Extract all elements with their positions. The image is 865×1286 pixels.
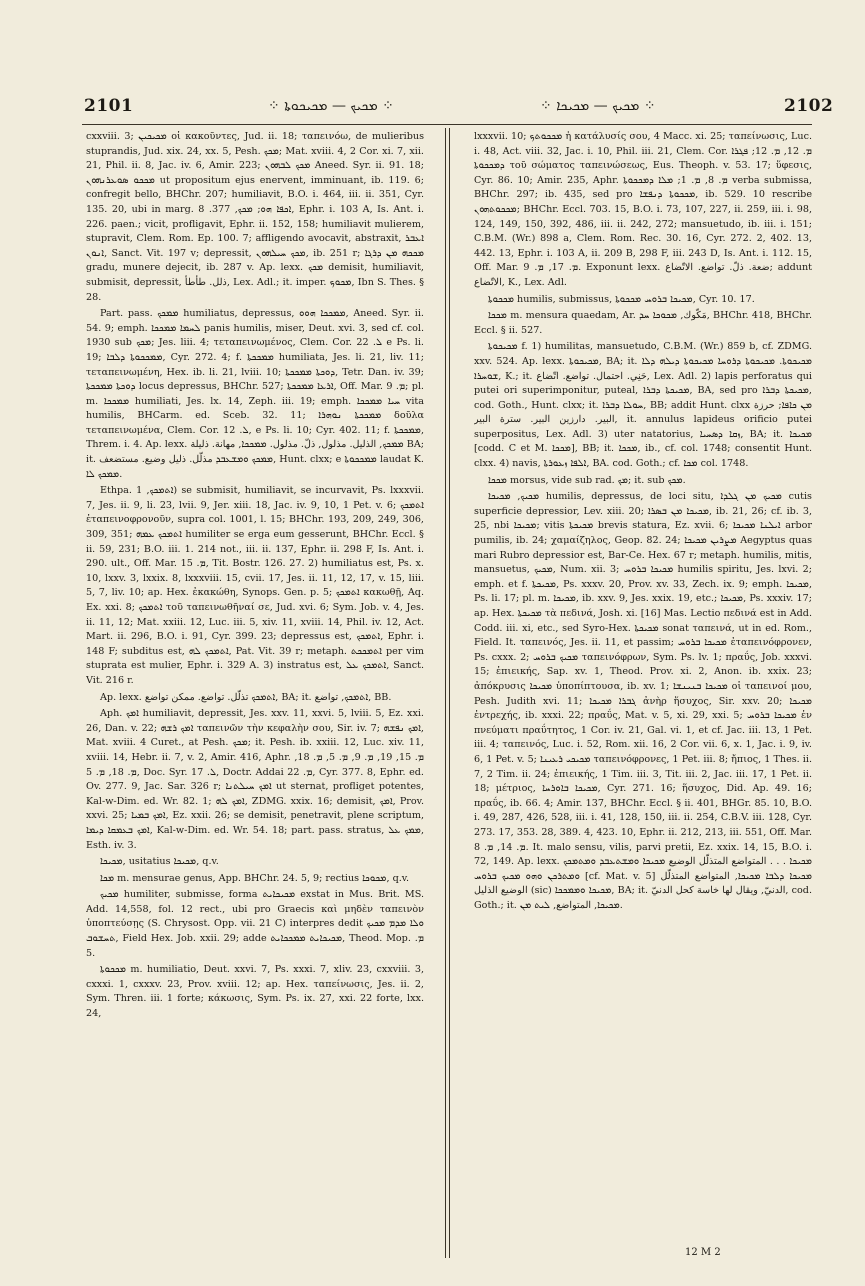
entry-paragraph: Ap. lexx. ܐܬܡܟܟ تذلّل. تواضع. ممكن تواضع, BA; it. ܐܬܡܟܟ, تواضع, BB. (100, 691, 392, 703)
entry-paragraph: ܡܟܝܟ, ܡܟܝܟܐ humilis, depressus, de loci situ, ܡܟܝܟ ܡܢ ܓܠܕܐ cutis superficie depressior, Lev. xiii. 20; ܡܟܝܟܐ ܡܢ ܒܣܪܐ, ib. 21, 26; cf. ib. 3, 25, nbi ܡܟܝܟܐ; vitis ܡܟܝܟܬܐ brevis statura, Ez. xvii. 6; ܐܝܠܢܐ ܡܟܝܟܐ arbor pumilis, ib. 24; χαμαίζηλος, Geop. 82. 24; ܡܨܪܝܢ ܡܟܝܟܐ Aegyptus quas mari Rubro depressior est, Bar-Ce. Hex. 67 r; metaph. humilis, mitis, mansuetus, ܡܟܝܟ, Num. xii. 3; ܡܟܝܟܐ ܒܪܘܚ humilis spiritu, Jes. lxvi. 2; emph. et f. ܡܟܝܟܬܐ, Ps. xxxv. 20, Prov. xv. 33, Zech. ix. 9; emph. ܡܟܝܟܐ, Ps. li. 17; pl. m. ܡܟܝܟܐ, ib. xxv. 9, Jes. xxix. 19, etc.; ܡܟܝܟܐ, Ps. xxxiv. 17; ap. Hex. ܡܟܝܟܬܐ τὰ πεδινά, Josh. xi. [16] Mas. Lectio πεδινά est in Add. Codd. iii. xi, etc., sed Syro-Hex. ܡܟܝܟܬܐ sonat ταπεινά, ut in ed. Rom., Field. It. ταπεινός, Jes. ii. 11, et passim; ܡܟܝܟܐ ܒܪܘܚ ἐταπεινόφρονεν, Ps. cxxx. 2; ܡܟܝܟ ܒܪܘܚ ταπεινόφρων, Sym. Ps. lv. 1; πραΰς, Job. xxxvi. 15; ἐπιεικής, Sap. xv. 1, Theod. Prov. xi. 2, Anon. ib. xxix. 23; ἀπόκρυσις ܡܟܝܟܐ ὑποπίπτουσα, ib. xv. 1; ܡܟܝܟܐ ܒܢܝܢܫܐ οἱ ταπεινοί μου, Pesh. Judith xvi. 11; ܓܒܪܐ ܡܟܝܟܐ ἀνὴρ ἥσυχος, Sir. xxv. 20; ܡܟܝܟܐ ἐντρεχής, ib. xxxi. 22; πραΰς, Mat. v. 5, xi. 29, xxi. 5; ܡܟܝܟܐ ܒܪܘܚ ἐν πνεύματι πραΰτητος, 1 Cor. iv. 21, Gal. vi. 1, et cf. Jac. iii. 13, 1 Pet. iii. 4; ταπεινός, Luc. i. 52, Rom. xii. 16, 2 Cor. vii. 6, x. 1, Jac. i. 9, iv. 6, 1 Pet. v. 5; ܡܟܝܟܝ ܪܥܝܢܐ ταπεινόφρονες, 1 Pet. iii. 8; ἤπιος, 1 Thes. ii. 7, 2 Tim. ii. 24; ἐπιεικής, 1 Tim. iii. 3, Tit. iii. 2, Jac. iii. 17, 1 Pet. ii. 18; μέτριος, ܡܟܝܟܐ ܒܐܘܪܚܐ, Cyr. 271. 16; ἥσυχος, Did. Ap. 49. 16; πραΰς, ib. 66. 4; Amir. 137, BHChr. Eccl. § ii. 401, BHGr. 85. 10, B.O. i. 49, 287, 426, 528, iii. i. 41, 128, 150, iii. ii. 254, C.B.V. iii. 128, Cyr. 273. 17, 353. 28, 389. 4, 423. 10, Ephr. ii. 212, 213, iii. 551, Off. Mar. ܡ. 14, ܡ. 8. It. malo sensu, vilis, parvi pretii, Ez. xxix. 14, 15, B.O. i. 72, 149. Ap. lexx. ܡܟܝܟܐ . . . المتواضع المتذلّل الوضيع ܡܟܝܟܐ ܘܡܫܬܥܒܕ ܘܡܬܡܟܟ ܘܡܬܪܟܢ ܘܗܘ ܡܟܝܟ ܒܪܘܚ [cf. Mat. v. 5] ܡܟܝܟܐ ܕܠܒܐ ܡܟܝܟܐ, المتواضع المتذلّل الوضيع الذليل (sic) ܡܟܝܟܐ ܘܡܡܟܟܐ, BA; it. الدنيّ, ويقال لها خاسة كحل الدنيّ, cod. Goth.; it. ܡܟܝܟܐ, المتواضع, ܠܝܬ ܡܢ. (474, 491, 812, 911)
running-head-right: ⁘ ܡܟܝܟ — ܡܟܝܟܐ ⁘ (540, 98, 656, 114)
entry-paragraph: ܡܟܝܟ humiliter, submisse, forma ܡܟܝܟܐܝܬ exstat in Mus. Brit. MS. Add. 14,558, fol. 12 rect., ubi pro Graecis καὶ μηδὲν ταπεινὸν ὑποπτεύσῃς (S. Chrysost. Opp. vii. 21 C) interpres dedit ܘܠܐ ܡܕܡ ܡܟܝܟ ܬܚܫܘܒ, Field Hex. Job. xxii. 29; adde ܡܟܝܟܐܝܬ ܡܡܟܟܐܝܬ, Theod. Mop. ܡ. 5. (86, 889, 424, 959)
header-rule (82, 124, 812, 125)
entry-paragraph: ܡܟܟܐ morsus, vide sub rad. ܡܟ; it. sub ܡܟܟ. (488, 474, 686, 486)
entry-paragraph: ܡܟܝܟܘܬܐ f. 1) humilitas, mansuetudo, C.B.M. (Wr.) 859 b, cf. ZDMG. xxv. 524. Ap. lexx. ܡܟܝܟܘܬܐ, BA; it. ܡܟܝܟܘܬܐ. ܡܟܝܟܘܬܐ ܕܪܘܚܐ ܡܟܝܟܘܬܐ ܕܝܠܗ ܕܠܐ ܫܘܚܪܐ, K.; it. حَنِي. احتمال. تواضع. اتّضاع, Lex. Adl. 2) lapis perforatus qui putei ori superimponitur, puteal, ܡܟܝܟܬܐ ܕܒܪܐ, BA, sed pro ܡܟܝܟܬܐ ܕܒܪܐ, cod. Goth., Hunt. clxx; it. ܚܘܠܐ ܕܒܪܐ, BB; addit Hunt. clxx ܡܢ ܟܐܦܐ; حرزة البير. دارزين البير. سترة البير, it. annulus lapideus orificio putei superpositus, Lex. Adl. 3) uter natatorius, ܙܩܐ ܕܣܚܝܐ, BA; it. ܡܟܝܟܐ [codd. C et M. ܡܟܟܐ], BB; it. ܡܟܟܐ, ib., cf. col. 1748; consentit Hunt. clxx. 4) navis, ܐܠܦܐ ܙܥܘܪܬܐ, BA. cod. Goth.; cf. ܡܟܐ col. 1748. (474, 341, 812, 470)
left-column (86, 130, 424, 1230)
column-divider-double (449, 128, 450, 1258)
page-header (0, 96, 865, 118)
right-column (474, 130, 812, 1230)
entry-paragraph: ܡܟܝܟܐ, usitatius ܡܟܝܟܐ, q.v. (100, 856, 219, 868)
page-number-left: 2101 (84, 96, 134, 116)
column-divider (445, 128, 446, 1258)
entry-paragraph: ܡܟܟܘܬܐ m. humiliatio, Deut. xxvi. 7, Ps. xxxi. 7, xliv. 23, cxxviii. 3, cxxxi. 1, cxxxv. 23, Prov. xviii. 12; ap. Hex. ταπείνωσις, Jes. ii. 2, Sym. Thren. iii. 1 forte; κάκωσις, Sym. Ps. ix. 27, xxi. 22 forte, lxx. 24, (86, 964, 424, 1020)
signature-mark: 12 M 2 (685, 1247, 721, 1258)
running-head-left: ⁘ ܡܟܝܟ — ܡܟܝܟܘܬܐ ⁘ (268, 98, 394, 114)
entry-paragraph: ܡܟܟܐ m. mensura quaedam, Ar. مَكّوك, ܡܟܘܟܐ ܚܕ, BHChr. 418, BHChr. Eccl. § ii. 527. (474, 310, 812, 336)
entry-paragraph: lxxxvii. 10; ܡܟܟܘܬܟ ἡ κατάλυσίς σου, 4 Macc. xi. 25; ταπείνωσις, Luc. i. 48, Act. viii. 32, Jac. i. 10, Phil. iii. 21, Clem. Cor. ܡ. 12, ܡ. 12; ܦܓܪܐ ܕܡܟܟܘܬܐ τοῦ σώματος ταπεινώσεως, Eus. Theoph. v. 53. 17; ὕφεσις, Cyr. 86. 10; Amir. 235, Aphr. ܡ. 8, ܡ. 1; ܡܠܐ ܕܡܟܟܘܬܐ verba submissa, BHChr. 297; ib. 435, sed pro ܡܟܟܘܬܐ ܕܢܦܫܐ, ib. 529. 10 rescribe ܡܟܟܘܬܗܘܢ; BHChr. Eccl. 703. 15, B.O. i. 73, 107, 227, ii. 259, iii. i. 98, 124, 149, 150, 392, 486, iii. ii. 242, 272; mansuetudo, ib. iii. i. 151; C.B.M. (Wr.) 898 a, Clem. Rom. Rec. 30. 16, Cyr. 272. 2, 402. 13, 442. 13, Ephr. i. 103 A, ii. 209 B, 298 F, iii. 243 D, Is. Ant. i. 112. 15, Off. Mar. ܡ. 17, ܡ. 9. Exponunt lexx. ضعة. ذلّ. تواضع. الاتّضاع; addunt الاتّضاع, K., Lex. Adl. (474, 131, 812, 288)
entry-paragraph: ܡܟܐ m. mensurae genus, App. BHChr. 24. 5, 9; rectius ܡܟܘܟܐ, q.v. (100, 872, 410, 884)
entry-paragraph: Aph. ܐܡܟ humiliavit, depressit, Jes. xxv. 11, xxvi. 5, lviii. 5, Ez. xxi. 26, Dan. v. 22; ܐܡܟ ܪܫܗ ταπεινῶν τὴν κεφαλὴν σου, Sir. iv. 7; ܐܡܟ ܢܦܫܗ, Mat. xviii. 4 Curet., at Pesh. ܡܟܟ; it. Pesh. ib. xxiii. 12, Luc. xiv. 11, xviii. 14, Hebr. ii. 7, v. 2, Amir. 416, Aphr. ܡ. 15, 19, ܡ. 9, ܡ. 5, ܡ. 18, ܡ. 18, ܡ. 5, Doc. Syr. ܠ. 17, Doctr. Addai ܡ. 22, Cyr. 377. 8, Ephr. ed. Ov. 277. 9, Jac. Sar. 326 r; ܐܡܟ ܚܝܠܬܢܐ ut sternat, profliget potentes, Kal-w-Dim. ed. Wr. 82. 1; ܐܡܟ ܠܗ, ZDMG. xxix. 16; demisit, ܐܡܟ, Prov. xxvi. 25; ܐܡܟ ܒܡܝܐ, Ez. xxii. 26; se demisit, penetravit, plene scriptum, ܐܡܟ ܒܥܡܩܐ ܕܝܡܐ, Kal-w-Dim. ed. Wr. 54. 18; part. pass. stratus, ܡܡܟ ܥܠ, Esth. iv. 3. (86, 708, 424, 851)
entry-paragraph: ܡܟܟܘܬܐ humilis, submissus, ܡܟܝܟܐ ܒܪܘܚ ܡܟܟܘܬܐ, Cyr. 10. 17. (488, 293, 755, 305)
entry-paragraph: cxxviii. 3; ܡܟܝܟܝܢ οἱ κακοῦντες, Jud. ii. 18; ταπεινόω, de mulieribus stuprandis, Jud. xix. 24, xx. 5, Pesh. ܡܟܟ; Mat. xviii. 4, 2 Cor. xi. 7, xii. 21, Phil. ii. 8, Jac. iv. 6, Amir. 223; ܡܟܟ ܠܒܗܘܢ Aneed. Syr. ii. 91. 18; ܡܟܟܘ ܣܘܥܪܢܗܘܢ ut propositum ejus enervent, imminuant, ib. 119. 6; confregit bello, BHChr. 207; humiliavit, B.O. i. 464, iii. ii. 351, Cyr. 135. 20, ubi in marg. ܐܟܦܐ ܗܘ; ܡܟܟ, 377. 8, Ephr. i. 103 A, Is. Ant. i. 226. paen.; vicit, profligavit, Ephr. ii. 152, 158; humiliavit mulierem, stupravit, Clem. Rom. Ep. 100. 7; affligendo avocavit, abstraxit, ܐܥܒܪ ܐܢܘܢ, Sanct. Vit. 197 v; depressit, ܡܟܟ ܚܝܠܗܘܢ, ib. 251 r; ܡܟܟܗ ܡܢ ܕܪܓܐ gradu, munere dejecit, ib. 287 v. Ap. lexx. ܡܟܟ demisit, humiliavit, submisit, depressit, ذلل. طأطأ, Lex. Adl.; it. imper. ܡܟܘܟ, Ibn S. Thes. § 28. (86, 131, 424, 303)
page-number-right: 2102 (784, 96, 834, 116)
entry-paragraph: Ethpa. ܐܬܡܟܟ, 1) se submisit, humiliavit, se incurvavit, Ps. lxxxvii. 7, Jes. ii. 9, li. 23, lvii. 9, Jer. xiii. 18, Jac. iv. 9, 10, 1 Pet. v. 6; ܐܬܡܟܟ ἐταπεινοφρονοῦν, supra col. 1001, l. 15; BHChr. 193, 209, 249, 306, 309, 351; ܐܬܡܟܟ ܥܡܗ humiliter se erga eum gesserunt, BHChr. Eccl. § ii. 59, 231; B.O. iii. 1. 214 not., iii. ii. 137, Ephr. ii. 298 F, Is. Ant. i. 290. ult., Off. Mar. ܡ. 15, Tit. Bostr. 126. 27. 2) humiliatus est, Ps. x. 10, lxxv. 3, lxxix. 8, lxxxviii. 15, cvii. 17, Jes. ii. 11, 12, 17, v. 15, liii. 5, 7, liv. 10; ap. Hex. ἐκακώθη, Synops. Gen. p. 5; ܐܬܡܟܟ κακωθῇ, Aq. Ex. xxi. 8; ܐܬܡܟܟ τοῦ ταπεινωθῆναί σε, Jud. xvi. 6; Sym. Job. v. 4, Jes. ii. 11, 12; Mat. xxiii. 12, Luc. iii. 5, xiv. 11, xviii. 14, Phil. iv. 12, Act. Mart. ii. 296, B.O. i. 91, Cyr. 399. 23; depressus est, ܐܬܡܟܟ, Ephr. i. 148 F; subditus est, ܐܬܡܟܟ ܠܗ, Pat. Vit. 39 r; metaph. ܐܬܡܟܟܬ per vim stuprata est mulier, Ephr. i. 329 A. 3) instratus est, ܐܬܡܟܟ ܥܠ, Sanct. Vit. 216 r. (86, 485, 424, 686)
entry-paragraph: Part. pass. ܡܡܟܟ humiliatus, depressus, ܡܡܟܟܐ ܗܘܘ, Aneed. Syr. ii. 54. 9; emph. ܠܚܡܐ ܡܡܟܟܐ panis humilis, miser, Deut. xvi. 3, sed cf. col. 1930 sub ܡܟܟ; Jes. liii. 4; τεταπεινωμένος, Clem. Cor. ܠ. 22 e Ps. li. 19; ܡܡܟܟܘܬܐ ܕܠܒܐ, Cyr. 272. 4; f. ܡܡܟܟܬܐ humiliata, Jes. li. 21, liv. 11; τεταπεινωμένη, Hex. ib. li. 21, lviii. 10; ܕܘܟܬܐ ܡܡܟܟܬܐ, Tetr. Dan. iv. 39; ܕܘܟܬܐ ܡܡܟܟܬܐ locus depressus, BHChr. 527; ܐܪܥܐ ܡܡܟܟܬܐ, Off. Mar. ܡ. 9; pl. m. ܡܡܟܟܐ humiliati, Jes. lx. 14, Zeph. iii. 19; emph. ܚܝܐ ܡܡܟܟܐ vita humilis, BHCarm. ed. Sceb. 32. 11; ܡܡܟܟܬܐ ܢܘܗܪܐ δοῦλα τεταπεινωμένα, Clem. Cor. ܠ. 12, e Ps. li. 10; Cyr. 402. 11; f. ܡܡܟܟܬܐ, Threm. i. 4. Ap. lexx. ܡܡܟܟ, الذليل. مذلول, ذلّ. مذلول. ܡܡܟܟܐ, مهانة. ذليلة BA; it. ܡܡܟܟ ܘܡܫܥܒܕ مذلّل. ذليل وضيع. مستضعف, Hunt. clxx; e ܡܡܟܟܘܬܐ laudat K. ܡܡܟܟ ܠܐ. (86, 308, 424, 480)
